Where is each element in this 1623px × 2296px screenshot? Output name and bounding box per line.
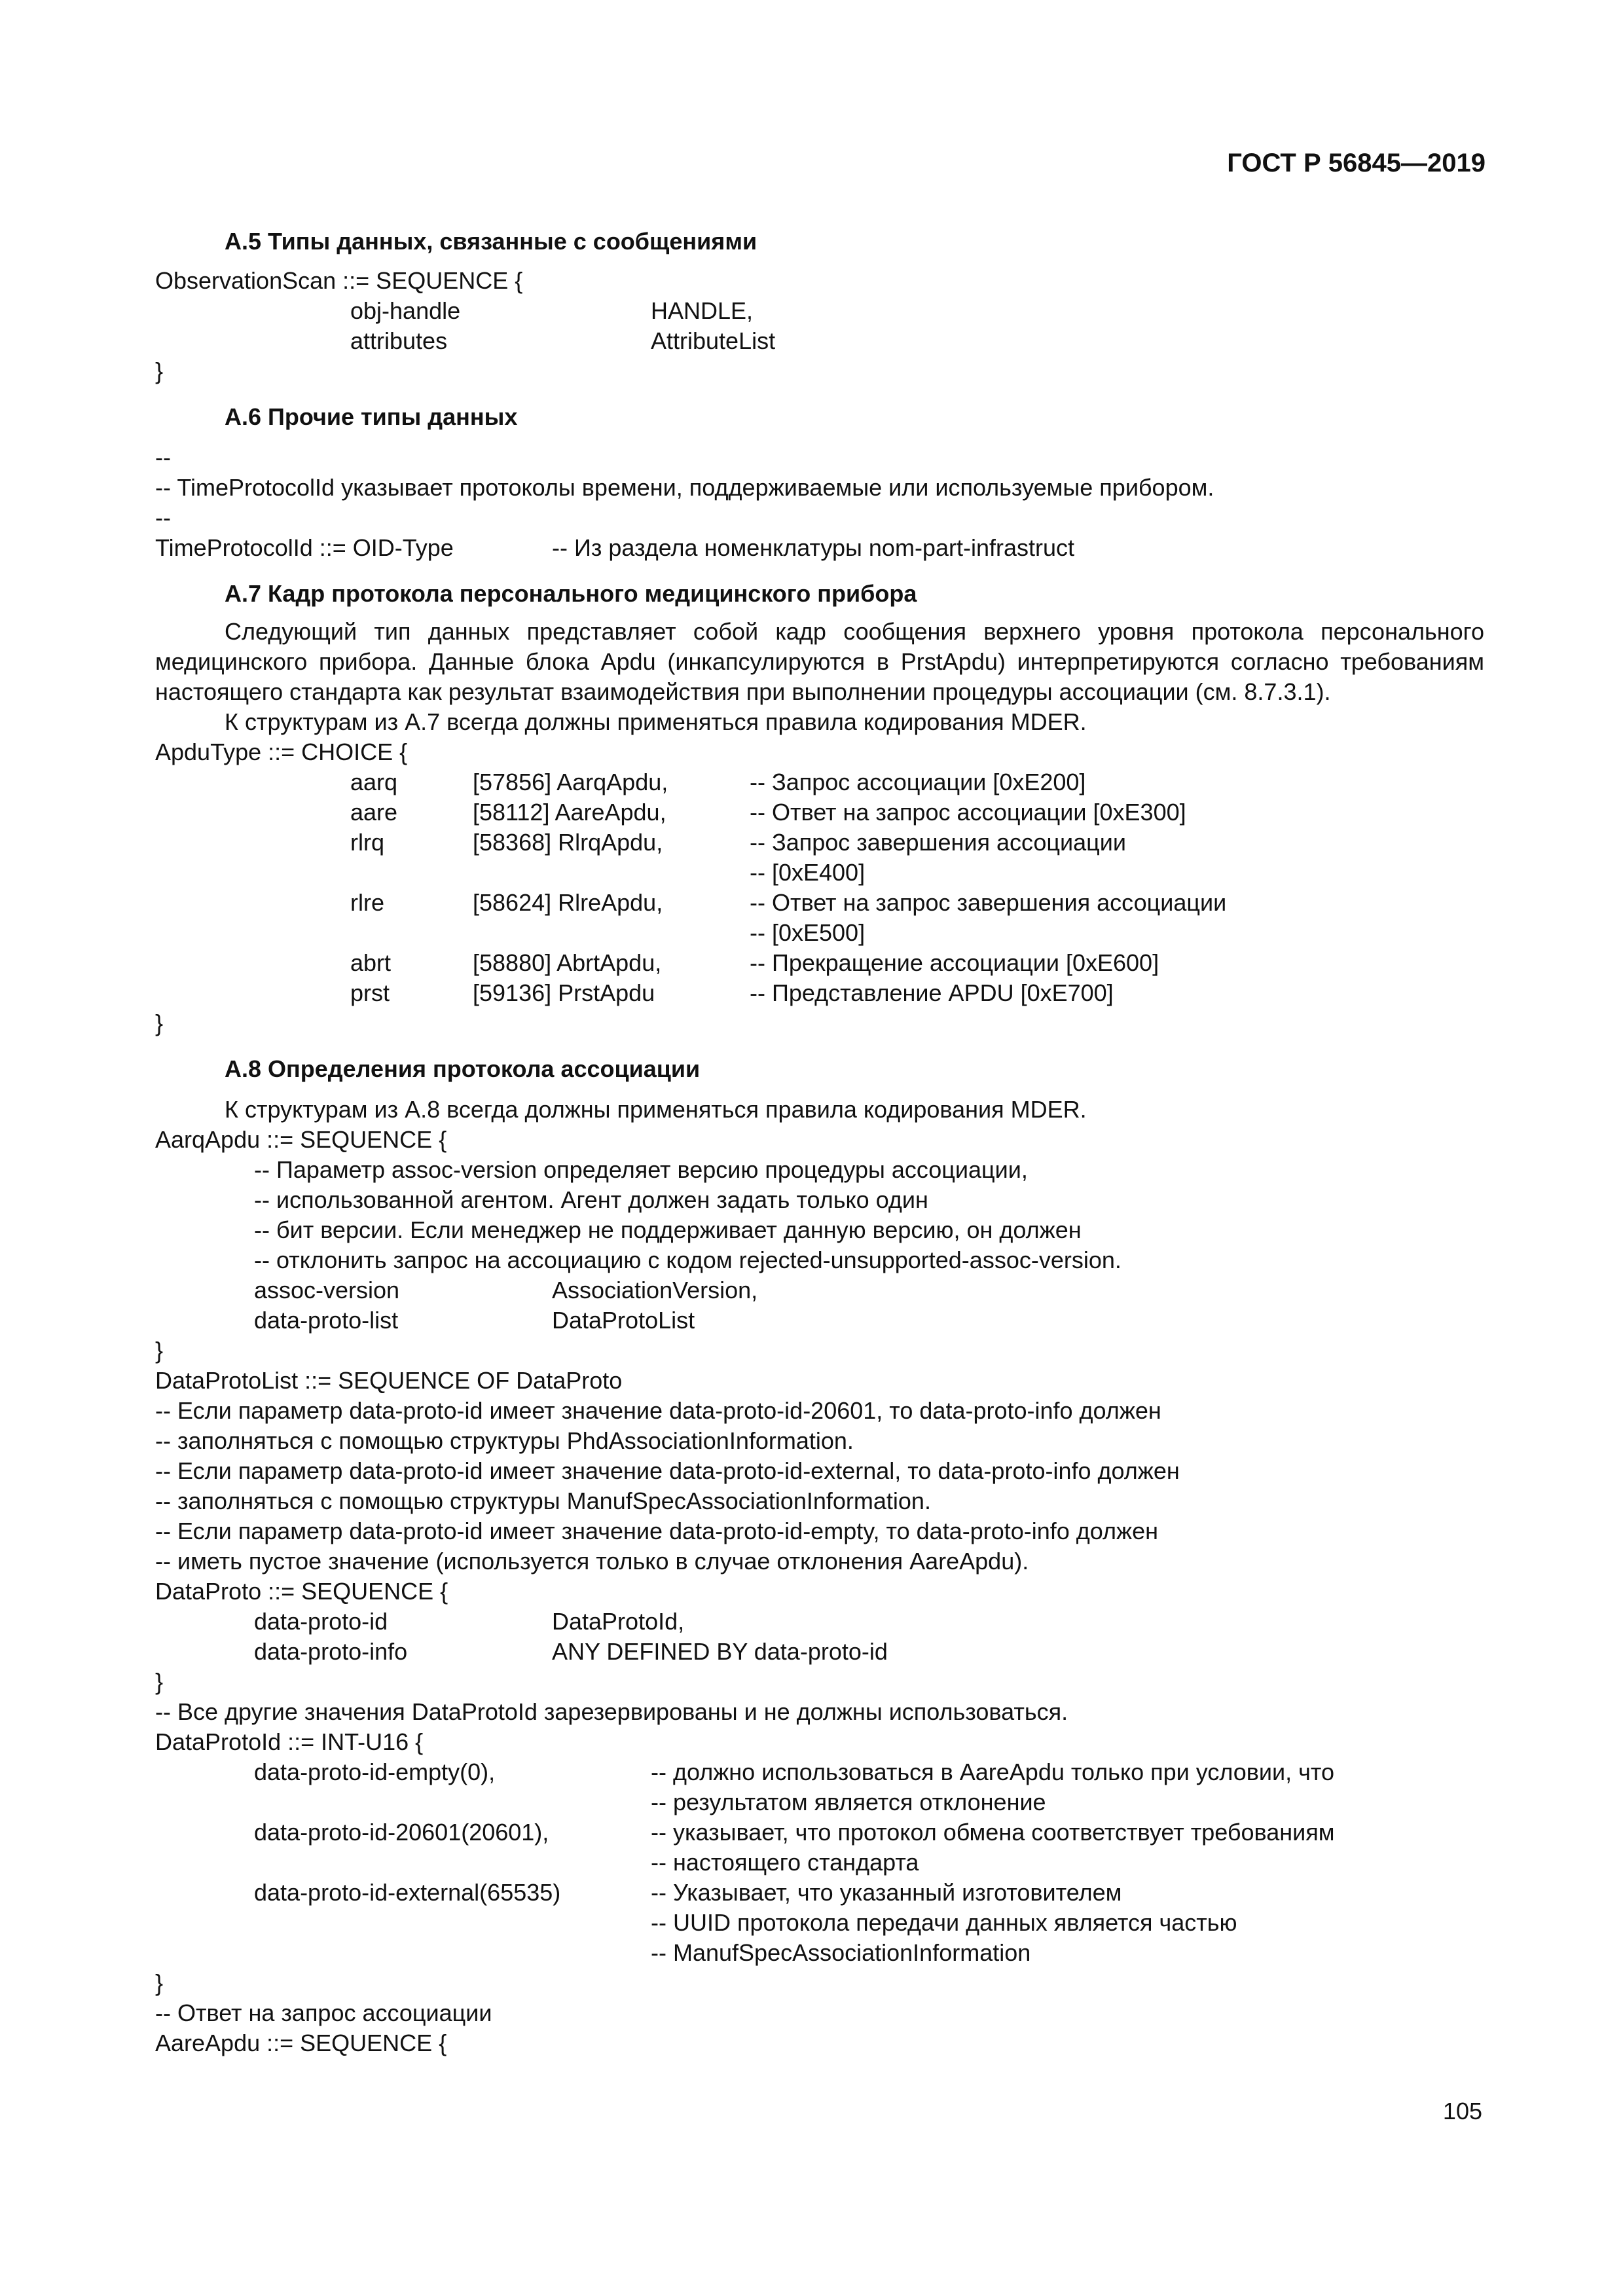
choice-comment: -- Запрос ассоциации [0xE200] [750,769,1086,795]
code-line: ObservationScan ::= SEQUENCE { [155,267,523,294]
code-comment: -- Если параметр data-proto-id имеет значение data-proto-id-external, то data-proto-info должен [155,1457,1180,1484]
code-comment: -- ManufSpecAssociationInformation [651,1939,1031,1966]
choice-comment: -- Представление APDU [0xE700] [750,979,1114,1006]
choice-tag: [57856] AarqApdu, [473,769,668,795]
code-line: ApduType ::= CHOICE { [155,738,408,765]
code-comment: -- Все другие значения DataProtoId зарезервированы и не должны использоваться. [155,1698,1068,1725]
choice-comment: -- [0xE400] [750,859,866,886]
choice-name: abrt [350,949,392,976]
code-line: } [155,1969,164,1996]
code-field-name: data-proto-list [254,1307,399,1334]
code-field-name: assoc-version [254,1277,400,1303]
code-comment: -- использованной агентом. Агент должен задать только один [254,1186,928,1213]
code-comment: -- заполняться с помощью структуры PhdAssociationInformation. [155,1427,854,1454]
code-line: AareApdu ::= SEQUENCE { [155,2030,447,2056]
code-comment: -- Из раздела номенклатуры nom-part-infrastruct [552,534,1074,561]
code-comment: -- Указывает, что указанный изготовителем [651,1879,1122,1906]
code-comment: -- настоящего стандарта [651,1849,919,1876]
code-field-type: DataProtoId, [552,1608,685,1635]
code-line: AarqApdu ::= SEQUENCE { [155,1126,447,1153]
code-comment: -- результатом является отклонение [651,1789,1046,1815]
code-comment: -- заполняться с помощью структуры ManufSpecAssociationInformation. [155,1487,931,1514]
choice-tag: [58368] RlrqApdu, [473,829,663,856]
code-field-type: HANDLE, [651,297,754,324]
choice-tag: [58112] AareApdu, [473,799,666,826]
page-number: 105 [1442,2098,1482,2124]
paragraph: К структурам из А.7 всегда должны применяться правила кодирования MDER. [225,708,1087,735]
choice-name: aare [350,799,398,826]
paragraph: К структурам из А.8 всегда должны применяться правила кодирования MDER. [225,1096,1087,1123]
choice-tag: [59136] PrstApdu [473,979,655,1006]
standard-number: ГОСТ Р 56845—2019 [1227,149,1486,177]
choice-tag: [58880] AbrtApdu, [473,949,662,976]
code-field-name: data-proto-id-empty(0), [254,1758,496,1785]
code-comment: -- Если параметр data-proto-id имеет значение data-proto-id-20601, то data-proto-info должен [155,1397,1161,1424]
code-comment: -- TimeProtocolId указывает протоколы времени, поддерживаемые или используемые прибором. [155,474,1214,501]
code-comment: -- бит версии. Если менеджер не поддерживает данную версию, он должен [254,1216,1082,1243]
code-line: DataProto ::= SEQUENCE { [155,1578,448,1605]
code-field-type: AttributeList [651,327,776,354]
code-line: } [155,1010,164,1036]
code-comment: -- Если параметр data-proto-id имеет значение data-proto-id-empty, то data-proto-info должен [155,1518,1159,1544]
code-line: DataProtoList ::= SEQUENCE OF DataProto [155,1367,623,1394]
code-comment: -- UUID протокола передачи данных является частью [651,1909,1237,1936]
code-line: } [155,357,164,384]
code-field-name: data-proto-id-external(65535) [254,1879,561,1906]
code-line: DataProtoId ::= INT-U16 { [155,1728,424,1755]
code-comment: -- отклонить запрос на ассоциацию с кодом rejected-unsupported-assoc-version. [254,1247,1122,1273]
code-field-type: DataProtoList [552,1307,695,1334]
code-comment: -- должно использоваться в AareApdu только при условии, что [651,1758,1334,1785]
choice-comment: -- Ответ на запрос завершения ассоциации [750,889,1227,916]
code-field-name: obj-handle [350,297,461,324]
section-a6-heading: А.6 Прочие типы данных [225,403,518,430]
choice-name: rlre [350,889,384,916]
choice-tag: [58624] RlreApdu, [473,889,663,916]
code-line: } [155,1668,164,1695]
section-a8-heading: А.8 Определения протокола ассоциации [225,1055,701,1082]
code-field-name: attributes [350,327,448,354]
code-comment: -- Ответ на запрос ассоциации [155,1999,492,2026]
paragraph: Следующий тип данных представляет собой кадр сообщения верхнего уровня протокола персонального медицинского прибора. Данные блока Apdu (инкапсулируются в PrstApdu) интерпретируются согласно требованиям настоящего стандарта как результат взаимодействия при выполнении процедуры ассоциации (см. 8.7.3.1). [155,618,1484,705]
code-field-type: AssociationVersion, [552,1277,758,1303]
choice-name: rlrq [350,829,384,856]
code-comment: -- иметь пустое значение (используется только в случае отклонения AareApdu). [155,1548,1029,1575]
choice-comment: -- Прекращение ассоциации [0xE600] [750,949,1159,976]
code-line: } [155,1337,164,1364]
code-field-name: data-proto-id-20601(20601), [254,1819,549,1846]
code-field-type: ANY DEFINED BY data-proto-id [552,1638,888,1665]
code-comment: -- [155,444,171,471]
code-field-name: data-proto-info [254,1638,408,1665]
code-comment: -- Параметр assoc-version определяет версию процедуры ассоциации, [254,1156,1028,1183]
section-a5-heading: А.5 Типы данных, связанные с сообщениями [225,228,757,255]
code-comment: -- указывает, что протокол обмена соответствует требованиям [651,1819,1335,1846]
choice-name: aarq [350,769,398,795]
code-field-name: data-proto-id [254,1608,388,1635]
section-a7-heading: А.7 Кадр протокола персонального медицинского прибора [225,580,917,607]
choice-comment: -- [0xE500] [750,919,866,946]
code-comment: -- [155,504,171,531]
code-line: TimeProtocolId ::= OID-Type [155,534,454,561]
choice-comment: -- Ответ на запрос ассоциации [0xE300] [750,799,1186,826]
choice-comment: -- Запрос завершения ассоциации [750,829,1126,856]
choice-name: prst [350,979,390,1006]
